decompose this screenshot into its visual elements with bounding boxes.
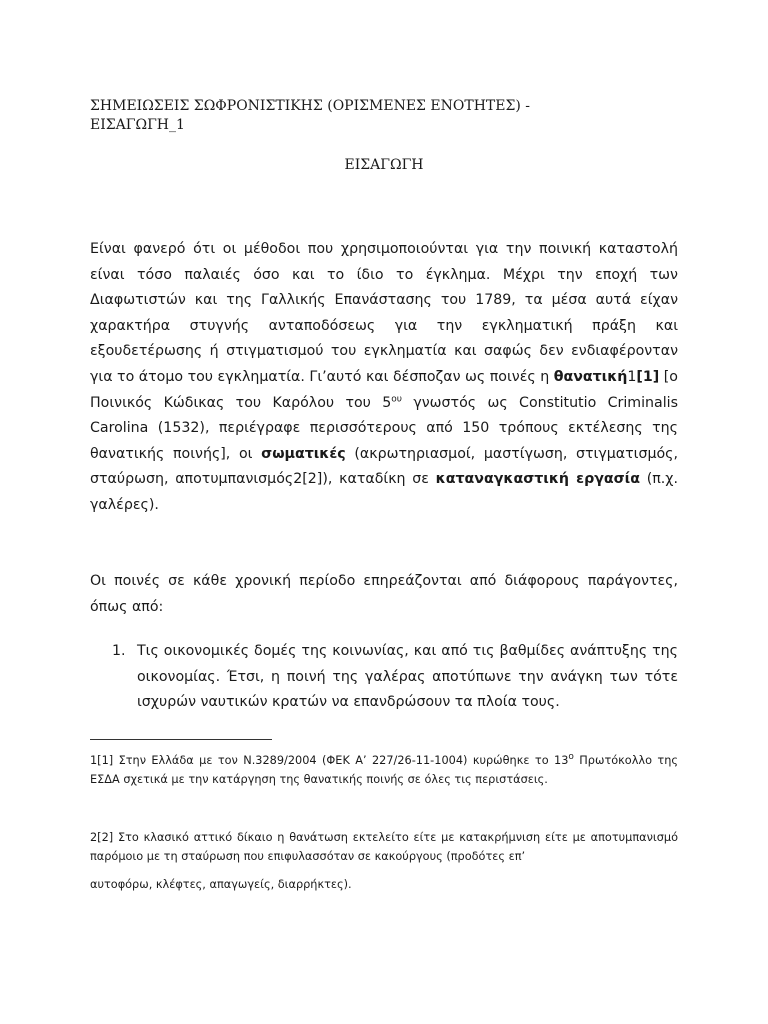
paragraph-intro-text-d: (ακρωτηριασμοί, μαστίγωση, στιγματισμός, σταύρωση, αποτυμπανισμός2[2]), καταδίκη σε <box>90 445 678 488</box>
paragraph-intro-text-b: [ο Ποινικός Κώδικας του Καρόλου του 5 <box>90 368 678 411</box>
footnote-2-continuation <box>90 875 678 894</box>
document-title <box>90 97 690 135</box>
footnote-1-text-b: Πρωτόκολλο της ΕΣΔΑ σχετικά με την κατάργηση της θανατικής ποινής σε όλες τις περιστάσεις. <box>90 754 679 786</box>
footnote-1-superscript: ο <box>568 752 574 763</box>
paragraph-factors-text: Οι ποινές σε κάθε χρονική περίοδο επηρεάζονται από διάφορους παράγοντες, όπως από: <box>90 573 678 615</box>
footnote-2-continuation-text: αυτοφόρω, κλέφτες, απαγωγείς, διαρρήκτες). <box>90 878 352 891</box>
paragraph-factors <box>90 569 678 620</box>
paragraph-intro-text-e: (π.χ. γαλέρες). <box>90 471 678 513</box>
list-item <box>90 639 678 716</box>
footnote-ref-1-bracket[interactable]: [1] <box>636 368 660 385</box>
superscript-ou: ου <box>391 393 402 404</box>
title-line-2: ΕΙΣΑΓΩΓΗ_1 <box>90 117 185 133</box>
list-item-number: 1. <box>112 643 126 659</box>
footnote-ref-1[interactable]: 1 <box>627 368 637 385</box>
footnote-1 <box>90 751 678 789</box>
bold-term-death-penalty: θανατική <box>553 368 628 385</box>
section-heading <box>0 157 768 173</box>
title-line-1: ΣΗΜΕΙΩΣΕΙΣ ΣΩΦΡΟΝΙΣΤΙΚΗΣ (ΟΡΙΣΜΕΝΕΣ ΕΝΟΤΗΤΕΣ) - <box>90 98 530 114</box>
paragraph-intro-text: Είναι φανερό ότι οι μέθοδοι που χρησιμοποιούνται για την ποινική καταστολή είναι τόσο παλαιές όσο και το ίδιο το έγκλημα. Μέχρι την εποχή των Διαφωτιστών και της Γαλλικής Επανάστασης του 1789, τα μέσα αυτά είχαν χαρακτήρα στυγνής ανταποδόσεως για την εγκληματική πράξη και εξουδετέρωσης ή στιγματισμού του εγκληματία και σαφώς δεν ενδιαφέρονταν για το άτομο του εγκληματία. Γι’αυτό και δέσποζαν ως ποινές η <box>90 241 678 385</box>
section-heading-text: ΕΙΣΑΓΩΓΗ <box>344 157 424 173</box>
footnote-2-text: 2[2] Στο κλασικό αττικό δίκαιο η θανάτωση εκτελείτο είτε με κατακρήμνιση είτε με αποτυμπανισμό παρόμοιο με τη σταύρωση που επιφυλασσόταν σε κακούργους (προδότες επ’ <box>90 831 678 863</box>
footnote-2 <box>90 828 678 866</box>
bold-term-corporal: σωματικές <box>261 445 346 462</box>
factors-list <box>90 639 678 716</box>
paragraph-intro <box>90 237 678 519</box>
footnote-separator <box>90 739 272 740</box>
paragraph-intro-text-c: γνωστός ως Constitutio Criminalis Carolina (1532), περιέγραφε περισσότερους από 150 τρόπους εκτέλεσης της θανατικής ποινής], οι <box>90 394 679 462</box>
list-item-text: Τις οικονομικές δομές της κοινωνίας, και από τις βαθμίδες ανάπτυξης της οικονομίας. Έτσι, η ποινή της γαλέρας αποτύπωνε την ανάγκη των τότε ισχυρών ναυτικών κρατών να επανδρώσουν τα πλοία τους. <box>137 643 678 711</box>
bold-term-forced-labour: καταναγκαστική εργασία <box>435 471 640 488</box>
footnote-1-text: 1[1] Στην Ελλάδα με τον Ν.3289/2004 (ΦΕΚ Α’ 227/26-11-1004) κυρώθηκε το 13 <box>90 754 569 767</box>
